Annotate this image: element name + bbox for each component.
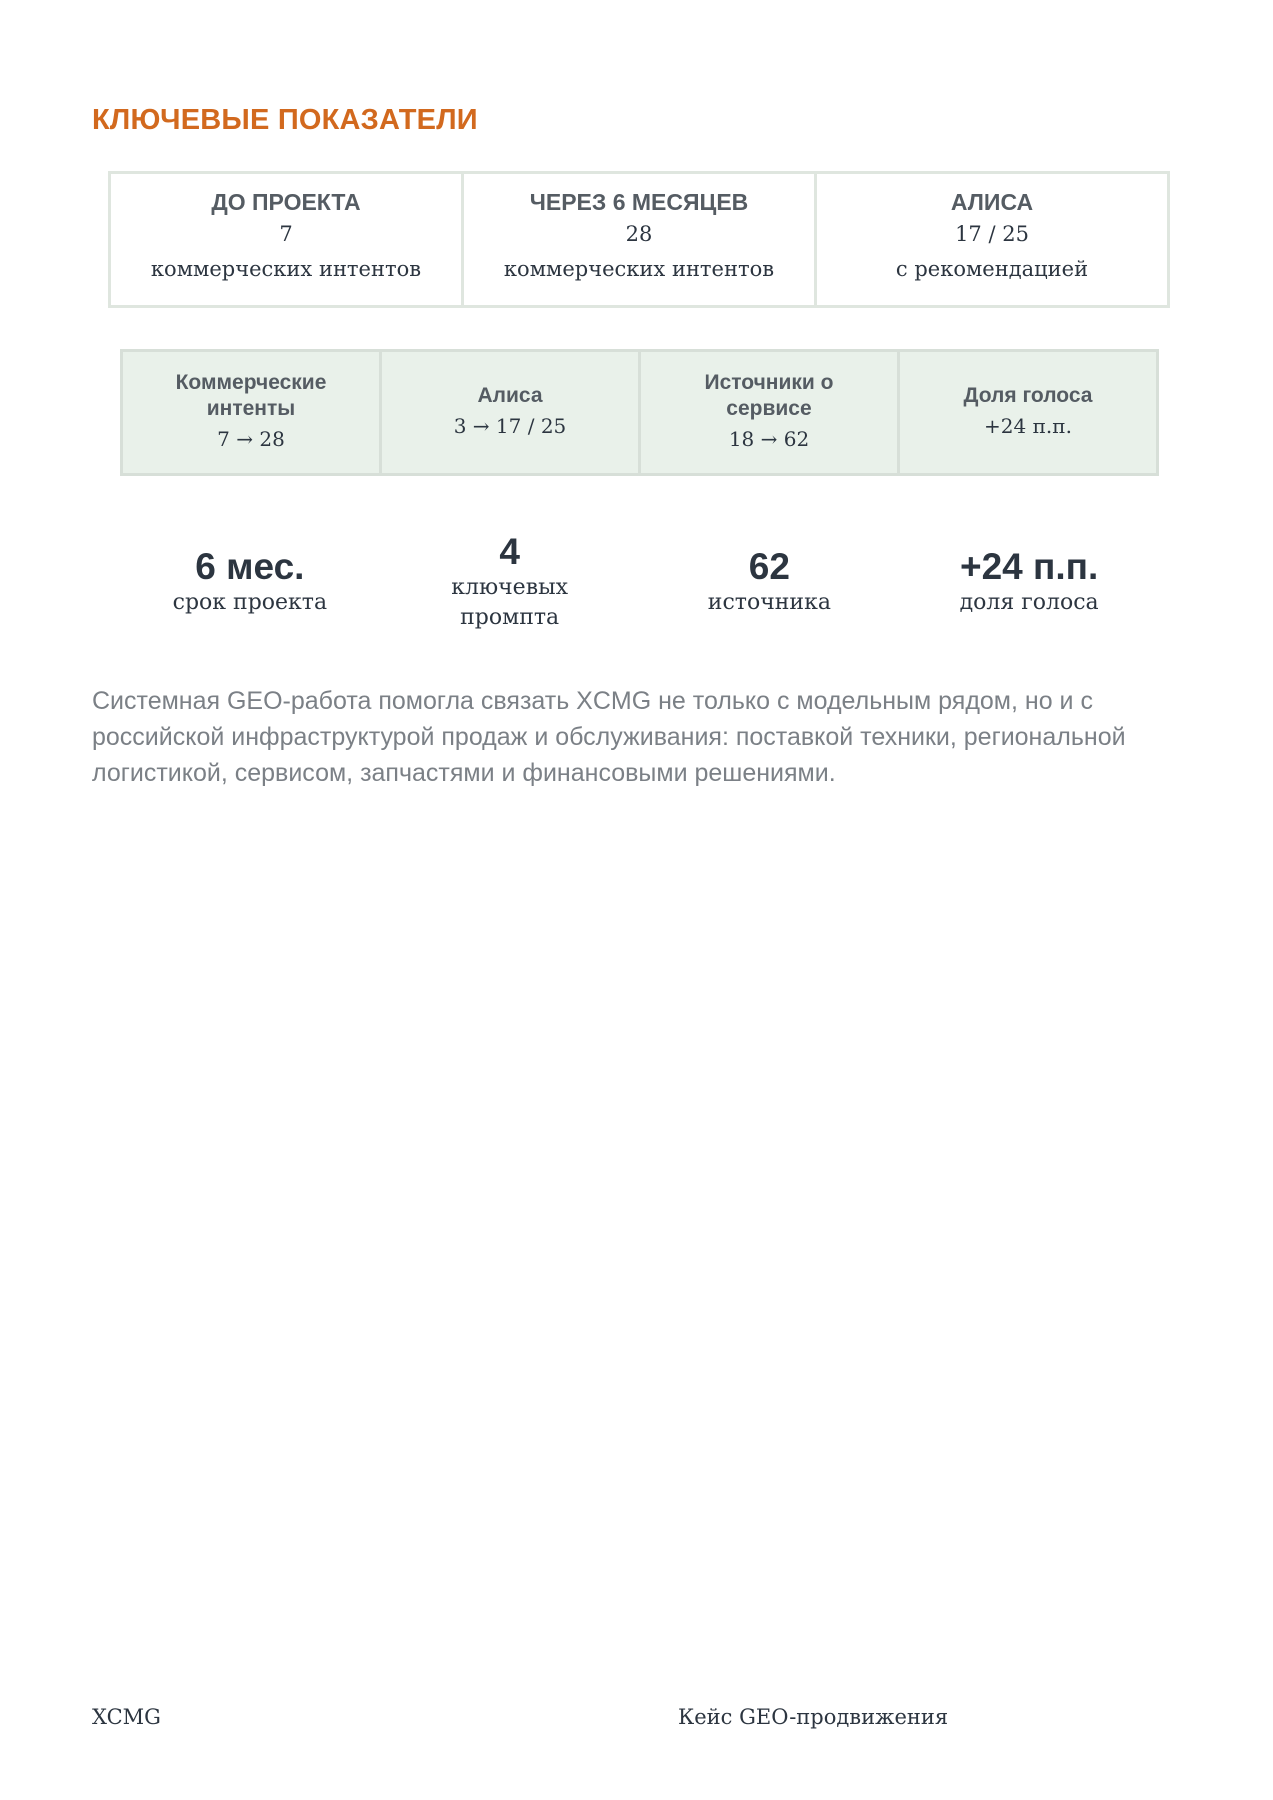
summary-cell-value: 17 / 25 xyxy=(955,221,1029,246)
metrics-cell-alice xyxy=(382,352,641,473)
summary-table xyxy=(108,171,1170,308)
summary-cell-caption: коммерческих интентов xyxy=(503,256,775,281)
metrics-cell-share xyxy=(900,352,1156,473)
stats-row xyxy=(120,522,1159,642)
summary-cell-alice xyxy=(817,174,1167,305)
metrics-cell-label: Источники о сервисе xyxy=(704,370,834,420)
metrics-cell-value: 18 → 62 xyxy=(728,426,810,451)
summary-cell-label: ДО ПРОЕКТА xyxy=(211,188,361,215)
metrics-cell-label: Алиса xyxy=(477,383,543,407)
metrics-cell-value: 3 → 17 / 25 xyxy=(453,413,567,438)
metrics-cell-sources xyxy=(641,352,900,473)
summary-cell-value: 7 xyxy=(279,221,293,246)
metrics-table xyxy=(120,349,1159,476)
summary-cell-label: ЧЕРЕЗ 6 МЕСЯЦЕВ xyxy=(529,188,749,215)
stat-value: 62 xyxy=(748,546,790,587)
summary-cell-after xyxy=(464,174,817,305)
summary-cell-label: АЛИСА xyxy=(950,188,1034,215)
stat-value: 4 xyxy=(499,531,520,572)
stat-label: доля голоса xyxy=(959,590,1099,615)
footer-brand: XCMG xyxy=(92,1705,161,1729)
footer-title: Кейс GEO-продвижения xyxy=(678,1705,949,1729)
summary-cell-caption: коммерческих интентов xyxy=(150,256,422,281)
summary-cell-value: 28 xyxy=(625,221,653,246)
summary-cell-before xyxy=(111,174,464,305)
stat-label: источника xyxy=(707,590,831,615)
stat-sources xyxy=(640,522,900,642)
section-heading: КЛЮЧЕВЫЕ ПОКАЗАТЕЛИ xyxy=(92,104,478,136)
stat-value: +24 п.п. xyxy=(959,546,1099,587)
metrics-cell-value: +24 п.п. xyxy=(984,413,1072,438)
stat-value: 6 мес. xyxy=(195,546,305,587)
summary-paragraph: Системная GEO-работа помогла связать XCMG не только с модельным рядом, но и с российской инфраструктурой продаж и обслуживания: поставкой техники, региональной логистикой, сервисом, запчастями и финансовыми решениями. xyxy=(92,687,1126,787)
stat-prompts xyxy=(380,522,640,642)
metrics-cell-intents xyxy=(123,352,382,473)
metrics-cell-label: Доля голоса xyxy=(963,383,1093,407)
metrics-cell-label: Коммерческие интенты xyxy=(175,370,327,420)
metrics-cell-value: 7 → 28 xyxy=(217,426,285,451)
stat-duration xyxy=(120,522,380,642)
summary-cell-caption: с рекомендацией xyxy=(895,256,1089,281)
stat-label: ключевых промпта xyxy=(451,575,568,630)
stat-share-of-voice xyxy=(899,522,1159,642)
stat-label: срок проекта xyxy=(172,590,328,615)
